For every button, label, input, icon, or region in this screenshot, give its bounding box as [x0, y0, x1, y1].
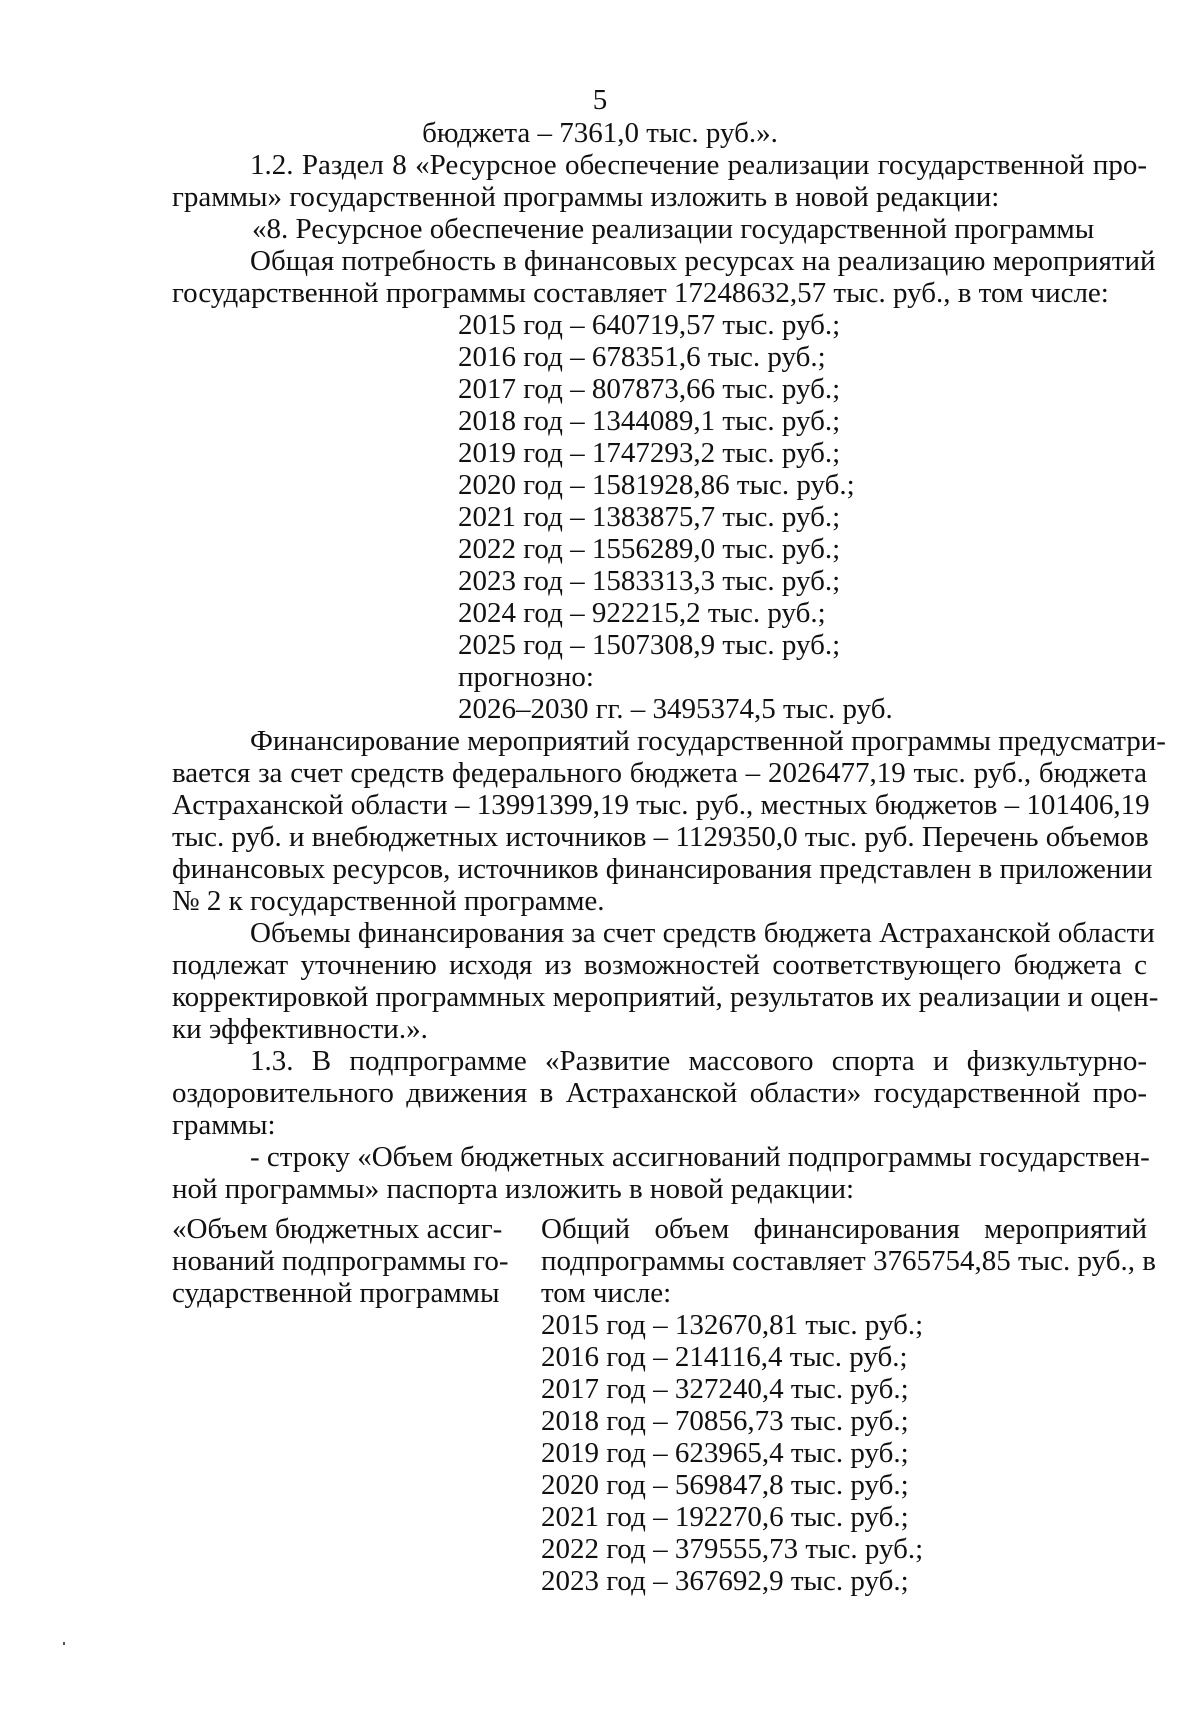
table-left-cell-line: сударственной программы — [172, 1277, 500, 1309]
subprogram-year-item: 2017 год – 327240,4 тыс. руб.; — [541, 1373, 909, 1405]
table-left-cell-line: «Объем бюджетных ассиг- — [172, 1213, 503, 1245]
table-left-cell-line: нований подпрограммы го- — [172, 1245, 509, 1277]
instruction-line: - строку «Объем бюджетных ассигнований подпрограммы государствен- — [250, 1141, 1150, 1173]
continuation-line: бюджета – 7361,0 тыс. руб.». — [422, 117, 778, 149]
subprogram-year-item: 2023 год – 367692,9 тыс. руб.; — [541, 1565, 909, 1597]
page-number: 5 — [592, 84, 608, 116]
section-1-2-line-1: 1.2. Раздел 8 «Ресурсное обеспечение реализации государственной про- — [250, 149, 1147, 181]
table-right-intro-line: Общий объем финансирования мероприятий — [541, 1213, 1147, 1245]
subprogram-year-item: 2022 год – 379555,73 тыс. руб.; — [541, 1533, 924, 1565]
total-need-line-1: Общая потребность в финансовых ресурсах на реализацию мероприятий — [250, 245, 1156, 277]
year-list-item: 2016 год – 678351,6 тыс. руб.; — [458, 341, 826, 373]
year-list-item: 2020 год – 1581928,86 тыс. руб.; — [458, 469, 855, 501]
year-list-item: 2024 год – 922215,2 тыс. руб.; — [458, 597, 826, 629]
section-1-3-line: 1.3. В подпрограмме «Развитие массового спорта и физкультурно- — [250, 1045, 1147, 1077]
subprogram-year-item: 2020 год – 569847,8 тыс. руб.; — [541, 1469, 909, 1501]
subprogram-year-item: 2015 год – 132670,81 тыс. руб.; — [541, 1309, 924, 1341]
year-list-item: 2025 год – 1507308,9 тыс. руб.; — [458, 629, 841, 661]
volume-line: подлежат уточнению исходя из возможностей соответствующего бюджета с — [172, 949, 1147, 981]
year-list-item: 2018 год – 1344089,1 тыс. руб.; — [458, 405, 841, 437]
year-list-item: 2017 год – 807873,66 тыс. руб.; — [458, 373, 841, 405]
total-need-line-2: государственной программы составляет 17248632,57 тыс. руб., в том числе: — [172, 277, 1109, 309]
subprogram-year-item: 2016 год – 214116,4 тыс. руб.; — [541, 1341, 908, 1373]
financing-line: Финансирование мероприятий государственной программы предусматри- — [250, 725, 1166, 757]
financing-line: финансовых ресурсов, источников финансирования представлен в приложении — [172, 853, 1153, 885]
financing-line: № 2 к государственной программе. — [172, 885, 605, 917]
year-list-item: 2019 год – 1747293,2 тыс. руб.; — [458, 437, 841, 469]
subprogram-year-item: 2021 год – 192270,6 тыс. руб.; — [541, 1501, 909, 1533]
scan-speck — [63, 1642, 65, 1645]
financing-line: Астраханской области – 13991399,19 тыс. руб., местных бюджетов – 101406,19 — [172, 789, 1150, 821]
instruction-line: ной программы» паспорта изложить в новой редакции: — [172, 1173, 855, 1205]
year-list-item: 2022 год – 1556289,0 тыс. руб.; — [458, 533, 841, 565]
section-1-3-line: граммы: — [172, 1109, 276, 1141]
section-1-2-line-2: граммы» государственной программы изложить в новой редакции: — [172, 181, 1000, 213]
year-list-item: 2023 год – 1583313,3 тыс. руб.; — [458, 565, 841, 597]
financing-line: тыс. руб. и внебюджетных источников – 1129350,0 тыс. руб. Перечень объемов — [172, 821, 1149, 853]
subprogram-year-item: 2018 год – 70856,73 тыс. руб.; — [541, 1405, 909, 1437]
financing-line: вается за счет средств федерального бюджета – 2026477,19 тыс. руб., бюджета — [172, 757, 1147, 789]
forecast-value: 2026–2030 гг. – 3495374,5 тыс. руб. — [458, 693, 893, 725]
table-right-intro-line: том числе: — [541, 1277, 672, 1309]
volume-line: ки эффективности.». — [172, 1013, 428, 1045]
forecast-label: прогнозно: — [458, 661, 594, 693]
section-1-3-line: оздоровительного движения в Астраханской области» государственной про- — [172, 1077, 1147, 1109]
volume-line: корректировкой программных мероприятий, результатов их реализации и оцен- — [172, 981, 1159, 1013]
year-list-item: 2021 год – 1383875,7 тыс. руб.; — [458, 501, 841, 533]
section-8-heading: «8. Ресурсное обеспечение реализации государственной программы — [252, 213, 1095, 245]
table-right-intro-line: подпрограммы составляет 3765754,85 тыс. руб., в — [541, 1245, 1156, 1277]
subprogram-year-item: 2019 год – 623965,4 тыс. руб.; — [541, 1437, 909, 1469]
year-list-item: 2015 год – 640719,57 тыс. руб.; — [458, 309, 841, 341]
volume-line: Объемы финансирования за счет средств бюджета Астраханской области — [250, 917, 1155, 949]
